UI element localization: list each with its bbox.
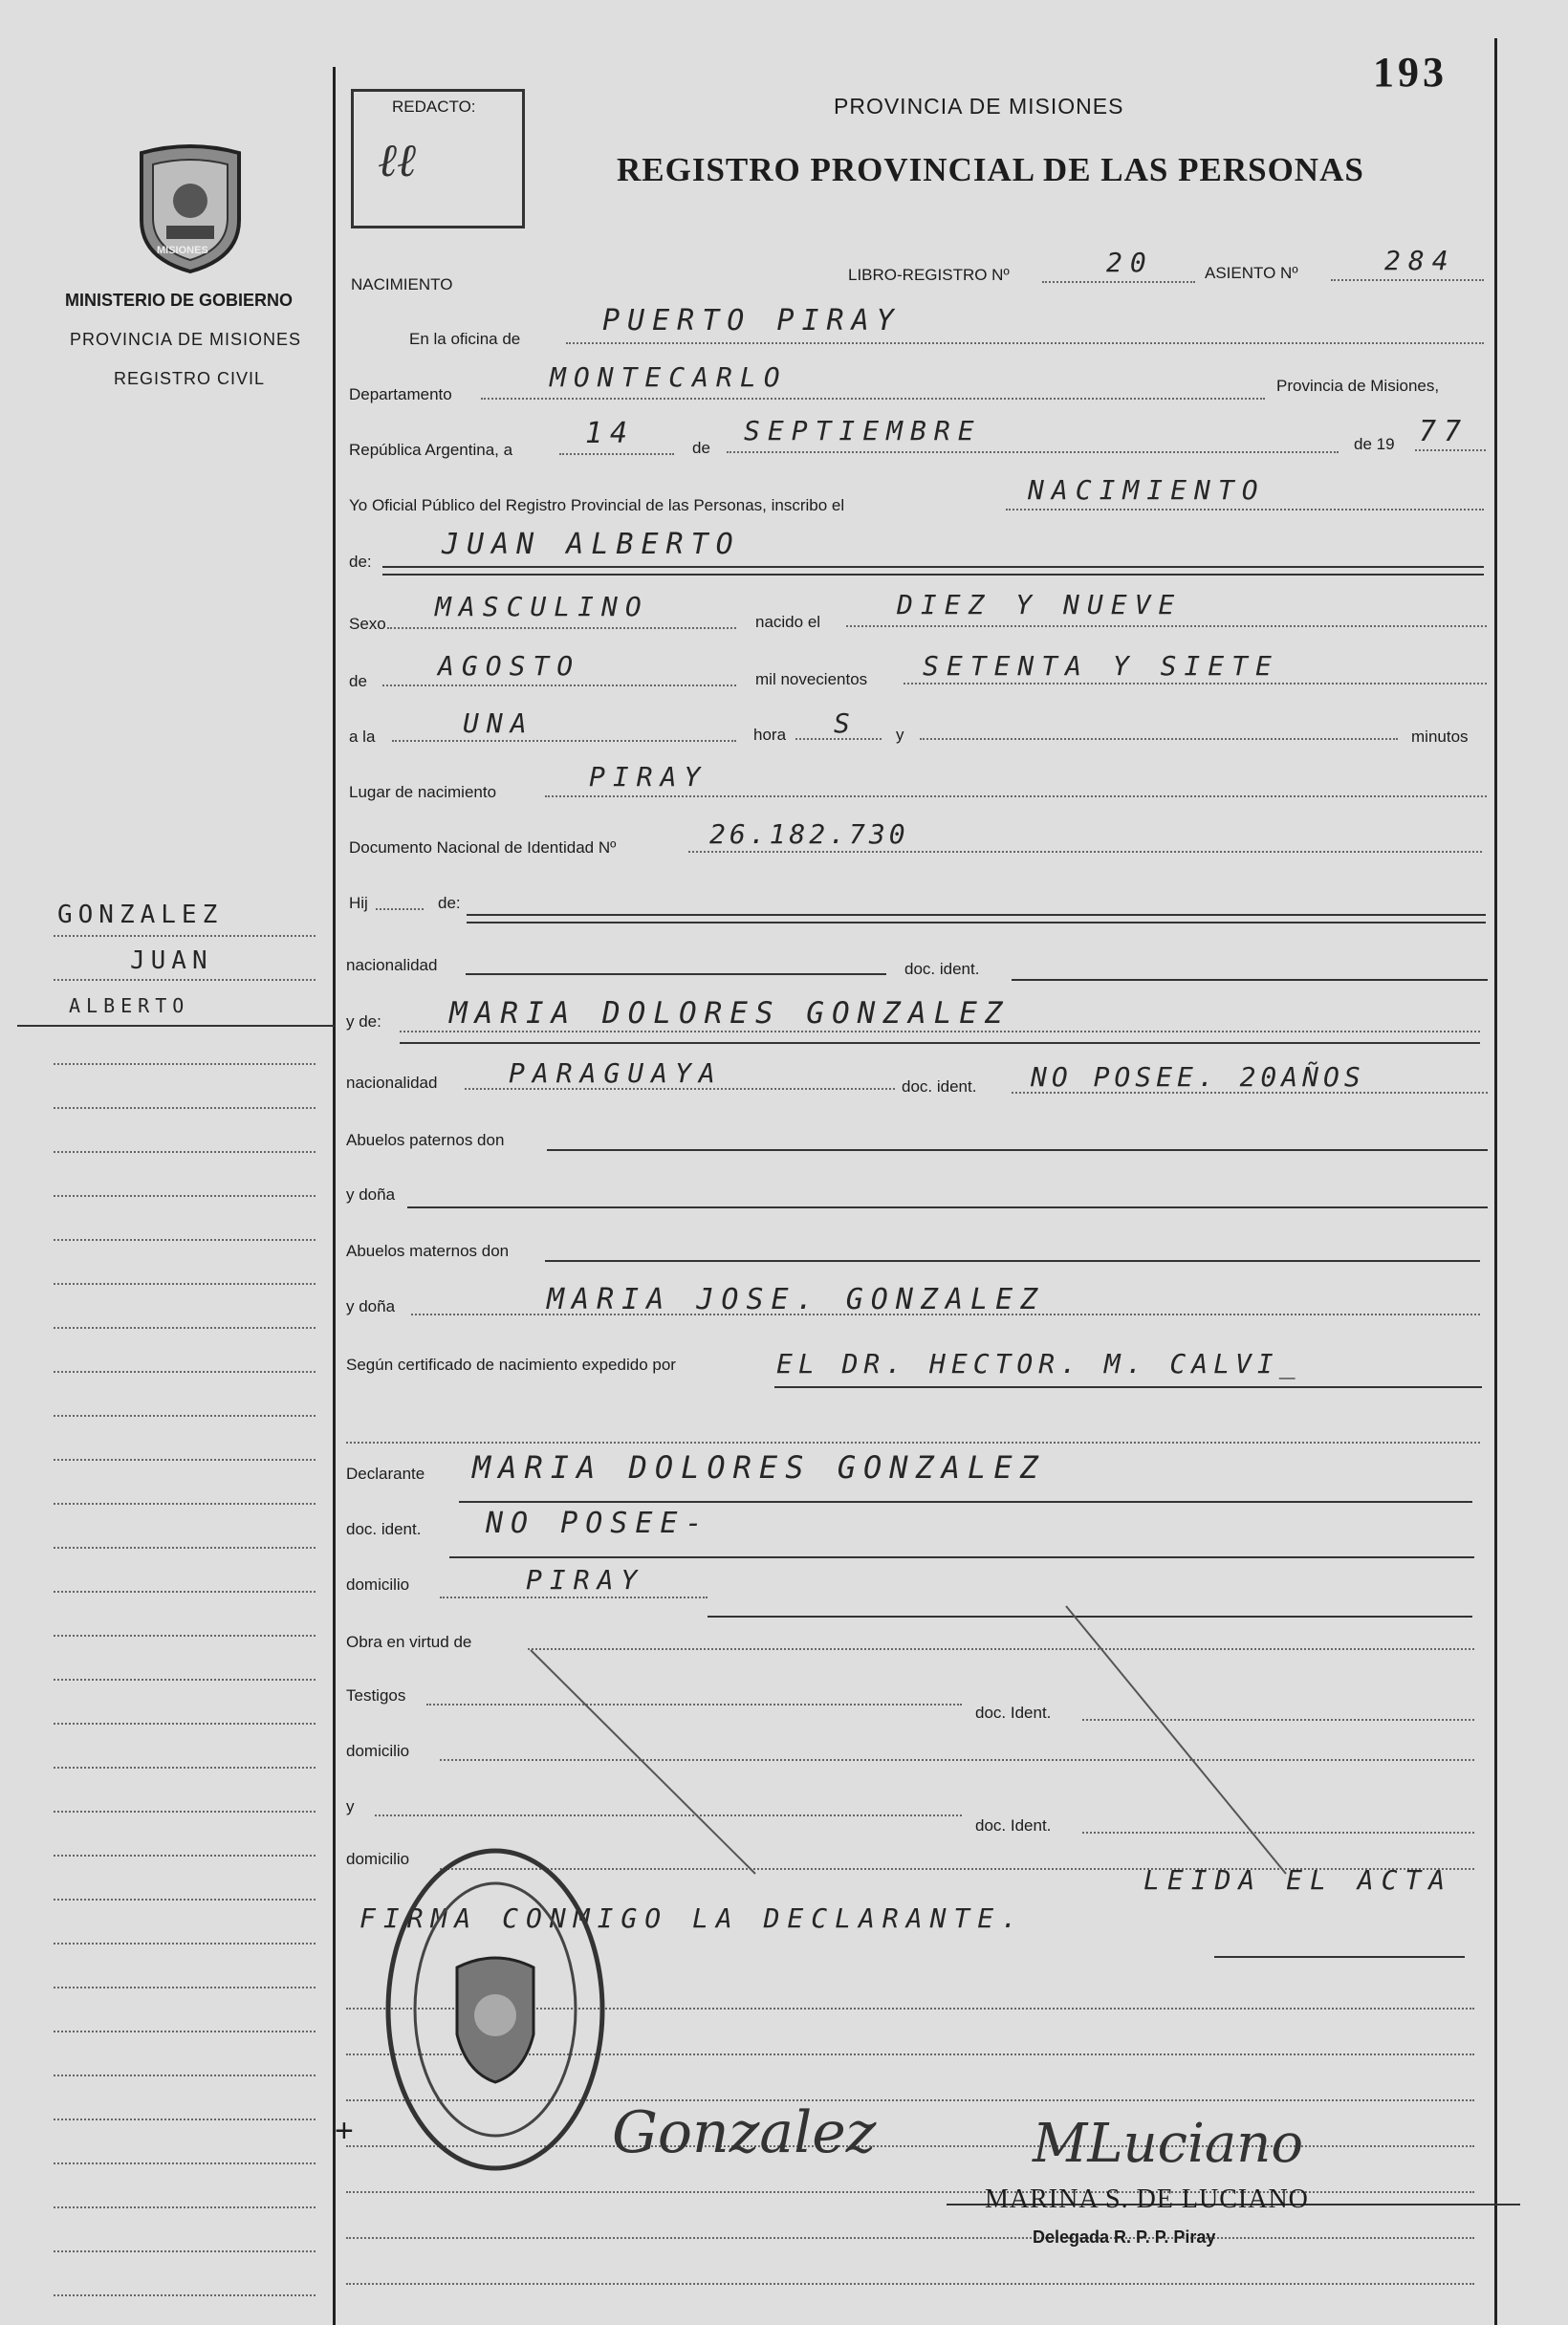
- hora-extra: S: [834, 707, 858, 739]
- mes-value: SEPTIEMBRE: [744, 415, 982, 446]
- cross-mark: +: [335, 2113, 354, 2149]
- domicilio3-label: domicilio: [346, 1850, 410, 1868]
- abuela-mat-value: MARIA JOSE. GONZALEZ: [547, 1283, 1046, 1316]
- declarant-signature: Gonzalez: [612, 2099, 877, 2166]
- libro-value: 20: [1106, 247, 1154, 278]
- asiento-value: 284: [1384, 245, 1456, 276]
- leida-value: LEIDA EL ACTA: [1143, 1864, 1453, 1896]
- doc-t2-label: doc. Ident.: [975, 1816, 1052, 1835]
- nacimiento-label: NACIMIENTO: [351, 275, 453, 293]
- doc-t1-label: doc. Ident.: [975, 1704, 1052, 1722]
- doc-decl-value: NO POSEE-: [486, 1507, 710, 1540]
- abuelos-pat-label: Abuelos paternos don: [346, 1131, 505, 1149]
- doc-ident2-label: doc. ident.: [902, 1077, 977, 1096]
- provincia-suffix: Provincia de Misiones,: [1276, 377, 1440, 395]
- field-line: [1214, 1956, 1465, 1958]
- redacto-initials: ℓℓ: [378, 134, 416, 187]
- doc-ident2-value: NO POSEE. 20AÑOS: [1031, 1061, 1365, 1093]
- madre-value: MARIA DOLORES GONZALEZ: [449, 996, 1011, 1031]
- province-title: PROVINCIA DE MISIONES: [834, 94, 1124, 119]
- margin-first-name: JUAN: [130, 946, 213, 975]
- nacido-label: nacido el: [755, 613, 821, 631]
- ydona2-label: y doña: [346, 1297, 396, 1315]
- declarante-value: MARIA DOLORES GONZALEZ: [472, 1449, 1046, 1486]
- obra-label: Obra en virtud de: [346, 1633, 472, 1651]
- doc-decl-label: doc. ident.: [346, 1520, 422, 1538]
- nacido-value: DIEZ Y NUEVE: [897, 589, 1183, 620]
- y2-label: y: [346, 1797, 355, 1815]
- dni-label: Documento Nacional de Identidad Nº: [349, 838, 617, 857]
- registry-stamp-icon: [381, 1843, 610, 2176]
- margin-surname: GONZALEZ: [57, 901, 224, 929]
- dni-value: 26.182.730: [709, 818, 909, 850]
- nacionalidad2-label: nacionalidad: [346, 1074, 438, 1092]
- dia-value: 14: [585, 417, 636, 450]
- declarante-label: Declarante: [346, 1465, 425, 1483]
- official-title: Delegada R. P. P. Piray: [1033, 2227, 1216, 2247]
- hijo-label: Hij: [349, 894, 368, 912]
- testigos-label: Testigos: [346, 1686, 406, 1705]
- certificado-value: EL DR. HECTOR. M. CALVI_: [776, 1348, 1301, 1380]
- domicilio-label: domicilio: [346, 1575, 410, 1594]
- departamento-label: Departamento: [349, 385, 452, 403]
- oficina-label: En la oficina de: [409, 330, 521, 348]
- de2-label: de: [349, 672, 367, 690]
- anio-value: 77: [1419, 415, 1470, 448]
- anio-nac-value: SETENTA Y SIETE: [923, 650, 1279, 682]
- inscribo-label: Yo Oficial Público del Registro Provincial de las Personas, inscribo el: [349, 496, 845, 514]
- departamento-value: MONTECARLO: [550, 361, 788, 393]
- seal-motto: MISIONES: [157, 245, 208, 256]
- sexo-label: Sexo: [349, 615, 386, 633]
- doc-ident-label: doc. ident.: [904, 960, 980, 978]
- ministry-heading: MINISTERIO DE GOBIERNO: [65, 291, 294, 310]
- ala-label: a la: [349, 728, 376, 746]
- persona-value: JUAN ALBERTO: [442, 528, 741, 561]
- province-heading-left: PROVINCIA DE MISIONES: [70, 330, 302, 349]
- mil-label: mil novecientos: [755, 670, 868, 688]
- republica-label: República Argentina, a: [349, 441, 513, 459]
- sexo-value: MASCULINO: [435, 591, 649, 622]
- nacionalidad-label: nacionalidad: [346, 956, 438, 974]
- ydona1-label: y doña: [346, 1185, 396, 1204]
- closing-blank-line: [346, 2283, 1474, 2285]
- official-signature: MLuciano: [1033, 2113, 1304, 2175]
- page-number: 193: [1373, 49, 1448, 96]
- libro-label: LIBRO-REGISTRO Nº: [848, 266, 1010, 284]
- asiento-label: ASIENTO Nº: [1205, 264, 1298, 282]
- certificado-label: Según certificado de nacimiento expedido por: [346, 1356, 676, 1374]
- y-label: y: [896, 726, 904, 744]
- redacto-label: REDACTO:: [392, 98, 476, 116]
- de-persona-label: de:: [349, 553, 372, 571]
- domicilio-value: PIRAY: [526, 1564, 645, 1596]
- domicilio2-label: domicilio: [346, 1742, 410, 1760]
- mes-nac-value: AGOSTO: [438, 650, 581, 682]
- hijo-de-label: de:: [438, 894, 461, 912]
- hora-label: hora: [753, 726, 787, 744]
- registry-title: REGISTRO PROVINCIAL DE LAS PERSONAS: [617, 151, 1364, 188]
- abuelos-mat-label: Abuelos maternos don: [346, 1242, 510, 1260]
- firma-value: FIRMA CONMIGO LA DECLARANTE.: [359, 1902, 1026, 1934]
- closing-blank-line: [346, 2237, 1474, 2239]
- yde-label: y de:: [346, 1012, 381, 1031]
- nacionalidad2-value: PARAGUAYA: [509, 1057, 723, 1089]
- civil-registry-heading: REGISTRO CIVIL: [114, 369, 266, 388]
- lugar-label: Lugar de nacimiento: [349, 783, 497, 801]
- de19-label: de 19: [1354, 435, 1395, 453]
- lugar-value: PIRAY: [589, 761, 708, 793]
- oficina-value: PUERTO PIRAY: [602, 304, 902, 337]
- inscribo-value: NACIMIENTO: [1028, 474, 1266, 506]
- margin-second-name: ALBERTO: [69, 994, 190, 1017]
- de-label: de: [692, 439, 710, 457]
- minutos-label: minutos: [1411, 728, 1469, 746]
- official-name: MARINA S. DE LUCIANO: [985, 2184, 1309, 2214]
- hora-value: UNA: [463, 707, 534, 739]
